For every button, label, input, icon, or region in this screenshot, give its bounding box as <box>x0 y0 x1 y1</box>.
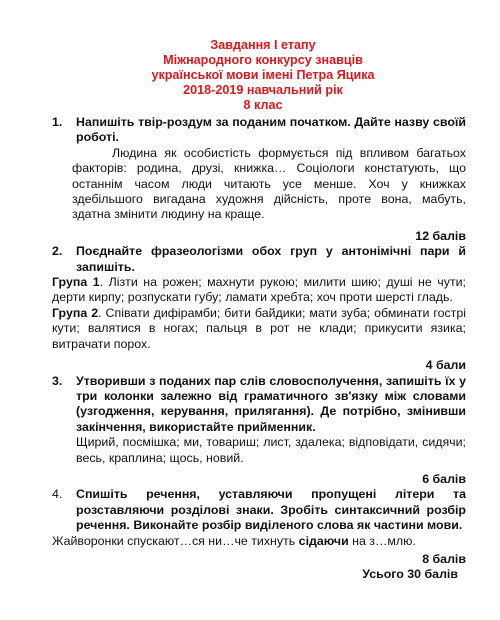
task-2-score: 4 бали <box>425 358 466 373</box>
task-1-title-text: Напишіть твір-роздум за поданим початком. Дайте назву своїй роботі. <box>76 115 466 145</box>
task-4 <box>48 487 466 567</box>
task-3-score: 6 балів <box>422 471 466 486</box>
task-4-title-text: Спишіть речення, уставляючи пропущені літери та розставляючи розділові знаки. Зробіть синтаксичний розбір речення. Виконайте розбір виділеного слова як частини мови. <box>76 487 466 533</box>
document-header <box>48 38 466 113</box>
group-2-text: . Співати дифірамби; бити байдики; мати зуба; обминати гострі кути; валятися в ногах; пальця в рот не клади; прикусити язика; витрачати порох. <box>52 305 466 351</box>
total-score: Усього 30 балів <box>362 567 458 582</box>
header-line-2: Міжнародного конкурсу знавців <box>163 53 363 67</box>
sentence-part-b: на з…млю. <box>348 533 416 548</box>
group-1-label: Група 1 <box>52 275 100 290</box>
task-1 <box>48 115 466 244</box>
task-2-title <box>48 244 466 275</box>
header-line-4: 2018-2019 навчальний рік <box>183 83 343 97</box>
header-line-5: 8 клас <box>243 98 283 112</box>
sentence-part-a: Жайворонки спускают…ся ни…че тихнуть <box>52 533 299 548</box>
task-4-title <box>48 487 466 533</box>
task-1-title <box>48 115 466 146</box>
task-2 <box>48 244 466 373</box>
task-1-body: Людина як особистість формується під впливом багатьох факторів: родина, друзі, книжка… Соціологи констатують, що останнім часом люди читають усе менше. Хоч у книжках здебільшого вигадана художня дійсність, проте вона, мабуть, здатна змінити людину на краще. <box>72 145 466 222</box>
task-3-title-text: Утворивши з поданих пар слів словосполучення, запишіть їх у три колонки залежно від граматичного зв'язку між словами (узгодження, керування, прилягання). Де потрібно, змінивши закінчення, використайте прийменник. <box>76 373 466 434</box>
sentence-highlighted-word: сідаючи <box>298 533 349 548</box>
task-3-body: Щирий, посмішка; ми, товариш; лист, здалека; відповідати, сидячи; весь, краплина; щось, новий. <box>76 435 466 465</box>
task-1-score: 12 балів <box>415 228 466 243</box>
task-3 <box>48 374 466 488</box>
task-4-score: 8 балів <box>422 551 466 566</box>
task-1-number: 1. <box>52 115 63 129</box>
task-2-title-text: Поєднайте фразеологізми обох груп у антонімічні пари й запишіть. <box>76 244 466 274</box>
group-2-label: Група 2 <box>52 305 99 320</box>
task-3-title <box>48 374 466 436</box>
task-2-group-2 <box>48 306 466 352</box>
task-3-number: 3. <box>52 373 63 388</box>
task-4-sentence <box>48 534 466 549</box>
task-4-number: 4. <box>52 487 63 502</box>
header-line-3: української мови імені Петра Яцика <box>151 68 375 82</box>
header-line-1: Завдання I етапу <box>210 38 316 52</box>
task-2-number: 2. <box>52 244 63 259</box>
group-1-text: . Лізти на рожен; махнути рукою; милити шию; душі не чути; дерти кирпу; розпускати губу; ламати хребта; хоч проти шерсті гладь. <box>52 275 466 305</box>
task-2-group-1 <box>48 275 466 306</box>
